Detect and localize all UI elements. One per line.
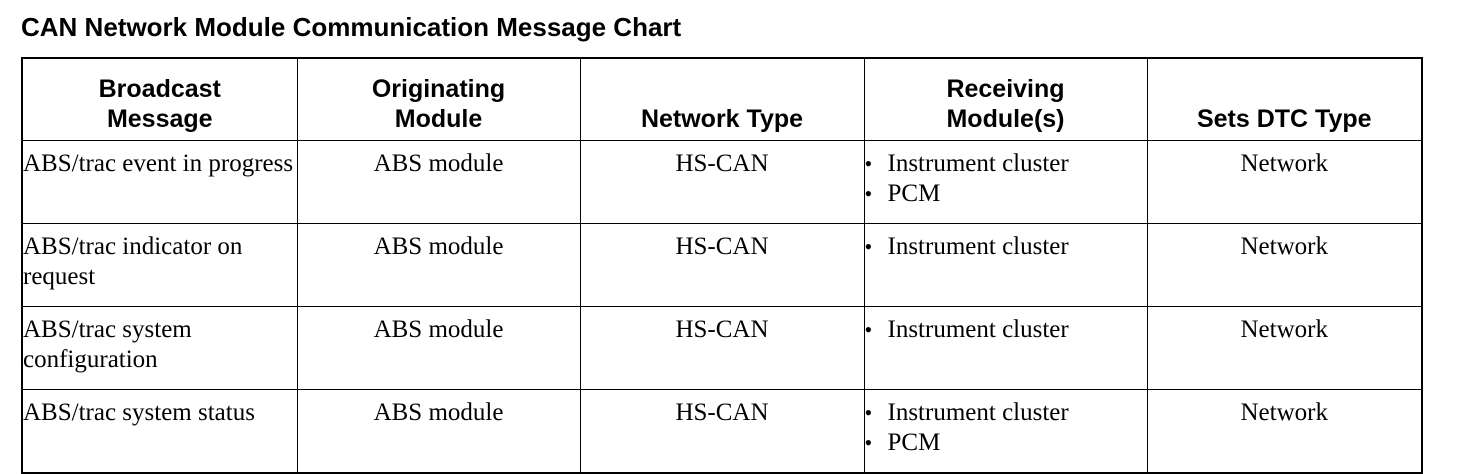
cell-broadcast-message: ABS/trac system configuration xyxy=(22,307,297,390)
list-item xyxy=(865,428,1147,458)
cell-originating-module: ABS module xyxy=(297,141,580,224)
cell-originating-module: ABS module xyxy=(297,390,580,474)
header-row xyxy=(22,58,1422,141)
bullet-icon: • xyxy=(864,151,873,176)
table-row xyxy=(22,141,1422,224)
cell-dtc-type: Network xyxy=(1147,390,1422,474)
cell-dtc-type: Network xyxy=(1147,141,1422,224)
column-header-dtc-type: Sets DTC Type xyxy=(1147,58,1422,141)
receiving-module-list xyxy=(865,315,1147,345)
cell-dtc-type: Network xyxy=(1147,224,1422,307)
cell-network-type: HS-CAN xyxy=(580,141,864,224)
receiving-module-list xyxy=(865,232,1147,262)
table-row xyxy=(22,390,1422,474)
page-title: CAN Network Module Communication Message Chart xyxy=(21,12,682,42)
receiving-module-label: Instrument cluster xyxy=(887,316,1069,343)
receiving-module-label: Instrument cluster xyxy=(887,150,1069,177)
receiving-module-label: Instrument cluster xyxy=(887,399,1069,426)
receiving-module-list xyxy=(865,149,1147,209)
receiving-module-label: Instrument cluster xyxy=(887,233,1069,260)
column-header-originating-module: Originating Module xyxy=(297,58,580,141)
receiving-module-label: PCM xyxy=(887,180,941,207)
list-item xyxy=(865,398,1147,428)
column-header-receiving-modules: Receiving Module(s) xyxy=(864,58,1147,141)
cell-network-type: HS-CAN xyxy=(580,390,864,474)
cell-broadcast-message: ABS/trac indicator on request xyxy=(22,224,297,307)
bullet-icon: • xyxy=(864,234,873,259)
list-item xyxy=(865,232,1147,262)
list-item xyxy=(865,315,1147,345)
cell-dtc-type: Network xyxy=(1147,307,1422,390)
list-item xyxy=(865,179,1147,209)
cell-network-type: HS-CAN xyxy=(580,307,864,390)
cell-originating-module: ABS module xyxy=(297,307,580,390)
bullet-icon: • xyxy=(864,400,873,425)
cell-broadcast-message: ABS/trac event in progress xyxy=(22,141,297,224)
cell-network-type: HS-CAN xyxy=(580,224,864,307)
table-row xyxy=(22,307,1422,390)
column-header-network-type: Network Type xyxy=(580,58,864,141)
receiving-module-list xyxy=(865,398,1147,458)
column-header-broadcast-message: Broadcast Message xyxy=(22,58,297,141)
message-chart-table xyxy=(21,57,1423,474)
list-item xyxy=(865,149,1147,179)
cell-broadcast-message: ABS/trac system status xyxy=(22,390,297,474)
receiving-module-label: PCM xyxy=(887,429,941,456)
cell-receiving-modules xyxy=(864,224,1147,307)
cell-receiving-modules xyxy=(864,141,1147,224)
cell-receiving-modules xyxy=(864,390,1147,474)
cell-originating-module: ABS module xyxy=(297,224,580,307)
cell-receiving-modules xyxy=(864,307,1147,390)
table-row xyxy=(22,224,1422,307)
bullet-icon: • xyxy=(864,317,873,342)
bullet-icon: • xyxy=(864,430,873,455)
table-body xyxy=(22,141,1422,474)
bullet-icon: • xyxy=(864,181,873,206)
